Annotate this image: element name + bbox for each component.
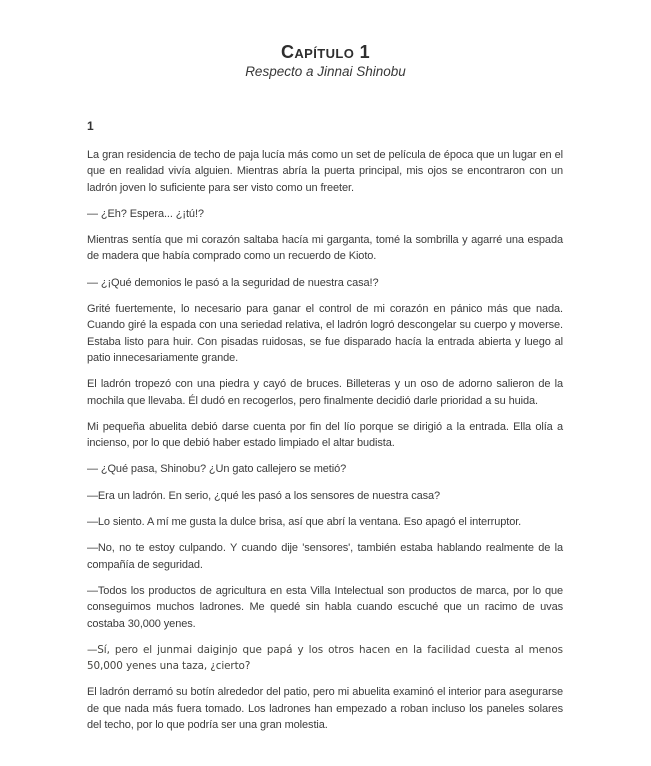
paragraph: La gran residencia de techo de paja lucía más como un set de película de época que un lugar en el que en realidad vivía alguien. Mientras abría la puerta principal, mis ojos se encontraron con un ladrón joven lo suficiente para ser visto como un freeter. [87, 149, 563, 194]
chapter-title: Capítulo 1 [280, 42, 371, 62]
paragraph: Mi pequeña abuelita debió darse cuenta por fin del lío porque se dirigió a la entrada. Ella olía a incienso, por lo que debió haber estado limpiado el altar budista. [87, 420, 563, 450]
dialogue-paragraph: —Lo siento. A mí me gusta la dulce brisa, así que abrí la ventana. Eso apagó el interruptor. [87, 516, 522, 529]
dialogue-paragraph: —No, no te estoy culpando. Y cuando dije 'sensores', también estaba hablando realmente de la compañía de seguridad. [87, 542, 563, 571]
dialogue-paragraph: — ¿Eh? Espera... ¿¡tú!? [87, 207, 204, 220]
dialogue-paragraph: —Era un ladrón. En serio, ¿qué les pasó a los sensores de nuestra casa? [87, 489, 441, 502]
chapter-subtitle: Respecto a Jinnai Shinobu [245, 64, 406, 79]
paragraph: El ladrón derramó su botín alrededor del patio, pero mi abuelita examinó el interior para asegurarse de que nada más fuera tomado. Los ladrones han empezado a roban incluso los paneles solares del techo, por lo que podría ser una gran molestia. [87, 686, 563, 732]
dialogue-paragraph: — ¿¡Qué demonios le pasó a la seguridad de nuestra casa!? [87, 276, 379, 289]
paragraph: El ladrón tropezó con una piedra y cayó de bruces. Billeteras y un oso de adorno salieron de la mochila que llevaba. Él dudó en recogerlos, pero finalmente decidió darle prioridad a su huida. [87, 378, 563, 407]
dialogue-paragraph: —Todos los productos de agricultura en esta Villa Intelectual son productos de marca, por lo que conseguimos muchos ladrones. Me quedé sin habla cuando escuché que un racimo de uvas costaba 30,000 yenes. [87, 584, 563, 630]
chapter-header [0, 0, 651, 80]
dialogue-paragraph: — ¿Qué pasa, Shinobu? ¿Un gato callejero se metió? [87, 463, 347, 476]
dialogue-paragraph-alt-font: —Sí, pero el junmai daiginjo que papá y los otros hacen en la facilidad cuesta al menos 50,000 yenes una taza, ¿cierto? [87, 643, 563, 673]
section-number: 1 [87, 119, 94, 133]
chapter-body [87, 147, 563, 733]
paragraph: Mientras sentía que mi corazón saltaba hacía mi garganta, tomé la sombrilla y agarré una espada de madera que había comprado como un recuerdo de Kioto. [87, 234, 563, 263]
paragraph: Grité fuertemente, lo necesario para ganar el control de mi corazón en pánico más que nada. Cuando giré la espada con una seriedad relativa, el ladrón logró descongelar su cuerpo y moverse. Estaba listo para huir. Con pisadas ruidosas, se fue disparado hacía la entrada abierta y luego al patio innecesariamente grande. [87, 303, 563, 364]
